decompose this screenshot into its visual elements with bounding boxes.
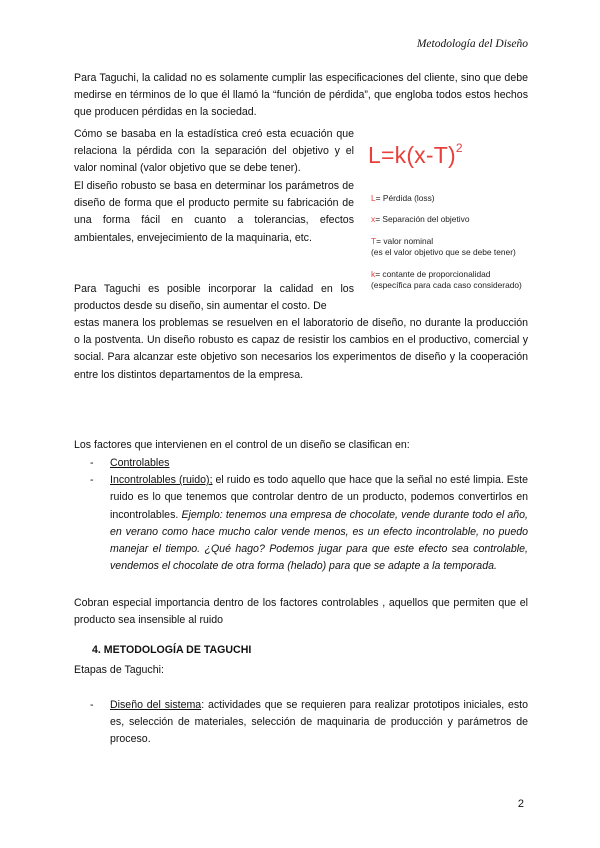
intro-paragraph-3: El diseño robusto se basa en determinar los parámetros de diseño de forma que el producto permite su fabricación de una forma fácil en cuanto a tolerancias, efectos ambientales, envejecimiento de la maquinaria, etc. (74, 180, 354, 244)
page-number: 2 (517, 798, 524, 810)
legend-item-separation: x= Separación del objetivo (371, 214, 470, 224)
intro-paragraph-4-end: estas manera los problemas se resuelven en el laboratorio de diseño, no durante la producción o la postventa. Un diseño robusto es capaz de resistir los cambios en el productivo, comercial y social. Para alcanzar este objetivo son necesarios los experimentos de diseño y la cooperación entre los distintos departamentos de la empresa. (74, 317, 528, 381)
factors-list (88, 455, 528, 575)
taguchi-stages-list (88, 697, 528, 749)
running-header: Metodología del Diseño (416, 38, 528, 50)
list-item-uncontrollable: - Incontrolables (ruido); el ruido es todo aquello que hace que la señal no esté limpia. Este ruido es lo que tenemos que controlar dentro de un producto, podemos convertirlos en incontrolables. Ejemplo: tenemos una empresa de chocolate, vende durante todo el año, en verano como hace mucho calor vende menos, es un efecto incontrolable, no puedo manejar el tiempo. ¿Qué hago? Podemos jugar para que este efecto sea controlable, vendemos el chocolate de otra forma (helado) para que se adapte a la temporada. (90, 474, 528, 573)
intro-paragraph-2: Cómo se basaba en la estadística creó esta ecuación que relaciona la pérdida con la separación del objetivo y el valor nominal (valor objetivo que se debe tener). (74, 128, 354, 175)
legend-item-loss: L= Pérdida (loss) (371, 193, 435, 203)
formula-text: $L=k(x-T)^2$ (368, 141, 463, 168)
section-4-subtitle: Etapas de Taguchi: (74, 664, 164, 676)
intro-paragraph-4-start: Para Taguchi es posible incorporar la calidad en los productos desde su diseño, sin aumentar el costo. De (74, 283, 354, 313)
intro-paragraph-1: Para Taguchi, la calidad no es solamente cumplir las especificaciones del cliente, sino que debe medirse en términos de lo que él llamó la “función de pérdida”, que engloba todos estos hechos que producen pérdidas en la sociedad. (74, 72, 528, 119)
loss-function-formula (368, 134, 568, 169)
section-4-heading: 4. METODOLOGÍA DE TAGUCHI (92, 644, 252, 656)
list-item-system-design: - Diseño del sistema: actividades que se requieren para realizar prototipos iniciales, esto es, selección de materiales, selección de maquinaria de producción y parámetros de proceso. (90, 699, 529, 746)
legend-item-constant: k= contante de proporcionalidad (específica para cada caso considerado) (371, 269, 522, 290)
factors-intro: Los factores que intervienen en el control de un diseño se clasifican en: (74, 439, 410, 451)
formula-exponent: 2 (455, 141, 463, 155)
factors-closing: Cobran especial importancia dentro de los factores controlables , aquellos que permiten que el producto sea insensible al ruido (74, 597, 528, 627)
list-item-controllable: - Controlables (90, 457, 170, 469)
legend-item-nominal: T= valor nominal (es el valor objetivo que se debe tener) (371, 236, 516, 257)
